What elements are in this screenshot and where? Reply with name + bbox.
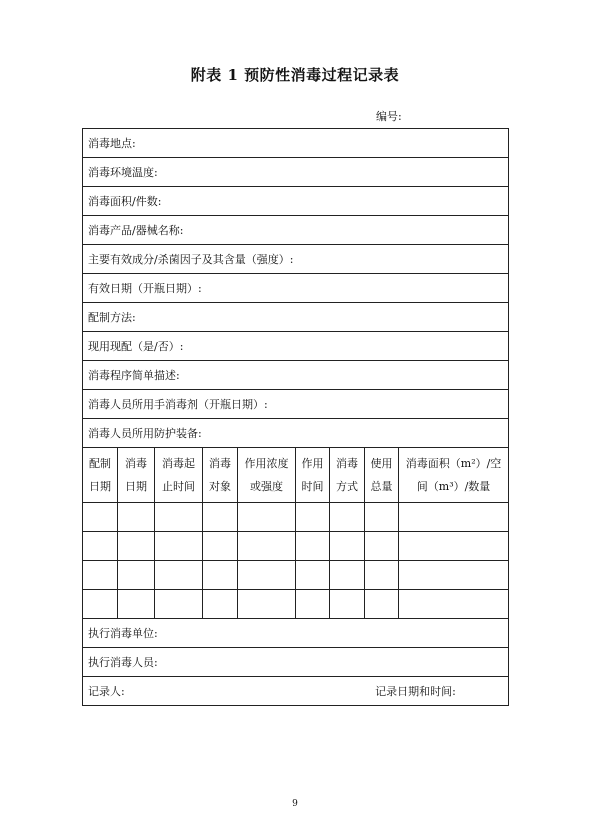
column-header: 消毒面积（m²）/空间（m³）/数量 — [399, 448, 509, 503]
record-entry-cell[interactable] — [399, 590, 509, 619]
record-entry-cell[interactable] — [238, 532, 296, 561]
record-entry-cell[interactable] — [83, 590, 118, 619]
column-header: 作用浓度或强度 — [238, 448, 296, 503]
record-entry-cell[interactable] — [365, 532, 399, 561]
record-entry-row — [83, 561, 509, 590]
column-header: 消毒起止时间 — [155, 448, 203, 503]
record-entry-cell[interactable] — [83, 503, 118, 532]
record-entry-cell[interactable] — [203, 590, 238, 619]
record-entry-cell[interactable] — [238, 503, 296, 532]
protective-equipment-field: 消毒人员所用防护装备: — [83, 419, 509, 448]
record-entry-row — [83, 503, 509, 532]
record-entry-cell[interactable] — [365, 503, 399, 532]
page-number: 9 — [292, 799, 298, 809]
location-field: 消毒地点: — [83, 129, 509, 158]
disinfection-record-table — [82, 128, 509, 706]
record-entry-cell[interactable] — [399, 503, 509, 532]
area-count-field: 消毒面积/件数: — [83, 187, 509, 216]
recorder-label: 记录人: — [88, 685, 125, 698]
product-name-field: 消毒产品/器械名称: — [83, 216, 509, 245]
record-entries — [83, 503, 509, 619]
record-datetime-label: 记录日期和时间: — [375, 685, 456, 698]
active-ingredient-field: 主要有效成分/杀菌因子及其含量（强度）: — [83, 245, 509, 274]
column-header: 作用时间 — [296, 448, 330, 503]
signature-row — [83, 677, 509, 706]
preparation-method-field: 配制方法: — [83, 303, 509, 332]
record-entry-row — [83, 590, 509, 619]
record-entry-cell[interactable] — [330, 532, 365, 561]
record-entry-cell[interactable] — [296, 532, 330, 561]
record-entry-cell[interactable] — [203, 561, 238, 590]
expiry-date-field: 有效日期（开瓶日期）: — [83, 274, 509, 303]
column-header: 消毒方式 — [330, 448, 365, 503]
record-entry-cell[interactable] — [203, 532, 238, 561]
record-entry-cell[interactable] — [296, 503, 330, 532]
hand-disinfectant-field: 消毒人员所用手消毒剂（开瓶日期）: — [83, 390, 509, 419]
column-header: 配制日期 — [83, 448, 118, 503]
executing-staff-field: 执行消毒人员: — [83, 648, 509, 677]
record-entry-cell[interactable] — [330, 590, 365, 619]
executing-unit-field: 执行消毒单位: — [83, 619, 509, 648]
freshly-prepared-field: 现用现配（是/否）: — [83, 332, 509, 361]
record-entry-cell[interactable] — [155, 561, 203, 590]
procedure-description-field: 消毒程序简单描述: — [83, 361, 509, 390]
record-entry-cell[interactable] — [238, 561, 296, 590]
column-header-row — [83, 448, 509, 503]
record-entry-cell[interactable] — [155, 503, 203, 532]
record-entry-cell[interactable] — [118, 532, 155, 561]
record-entry-cell[interactable] — [330, 503, 365, 532]
record-entry-cell[interactable] — [83, 561, 118, 590]
temperature-field: 消毒环境温度: — [83, 158, 509, 187]
record-entry-row — [83, 532, 509, 561]
record-entry-cell[interactable] — [118, 561, 155, 590]
record-entry-cell[interactable] — [365, 561, 399, 590]
record-entry-cell[interactable] — [399, 532, 509, 561]
record-entry-cell[interactable] — [365, 590, 399, 619]
record-entry-cell[interactable] — [118, 590, 155, 619]
record-entry-cell[interactable] — [83, 532, 118, 561]
column-header: 消毒日期 — [118, 448, 155, 503]
column-header: 使用总量 — [365, 448, 399, 503]
record-entry-cell[interactable] — [296, 561, 330, 590]
document-title: 附表 1 预防性消毒过程记录表 — [190, 66, 400, 84]
record-entry-cell[interactable] — [238, 590, 296, 619]
record-entry-cell[interactable] — [155, 590, 203, 619]
record-entry-cell[interactable] — [399, 561, 509, 590]
serial-number-label: 编号: — [376, 110, 402, 123]
column-header: 消毒对象 — [203, 448, 238, 503]
record-entry-cell[interactable] — [155, 532, 203, 561]
record-entry-cell[interactable] — [203, 503, 238, 532]
record-entry-cell[interactable] — [118, 503, 155, 532]
record-entry-cell[interactable] — [296, 590, 330, 619]
record-entry-cell[interactable] — [330, 561, 365, 590]
